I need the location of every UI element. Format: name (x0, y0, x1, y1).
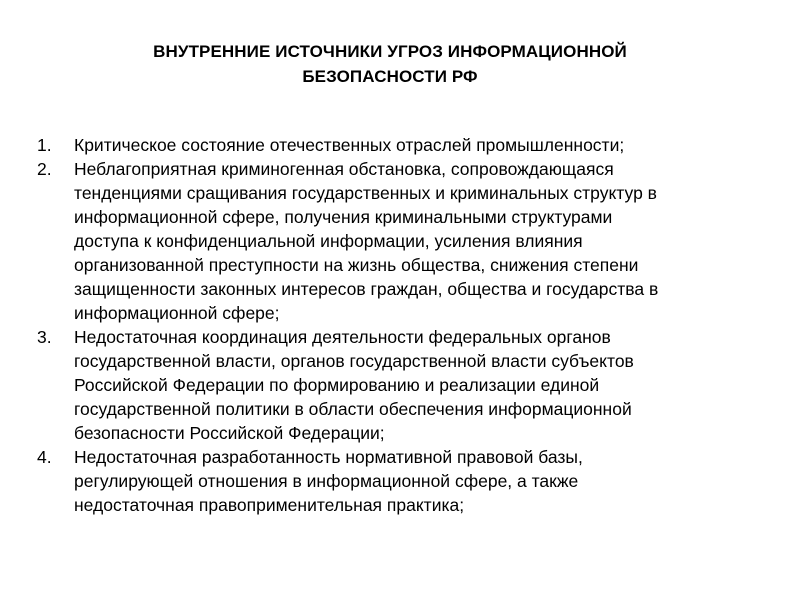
list-item-text: безопасности Российской Федерации; (74, 423, 385, 443)
list-item-number: 2. (37, 159, 52, 179)
threat-sources-list (37, 133, 757, 517)
list-item-text: защищенности законных интересов граждан, общества и государства в (74, 279, 659, 299)
list-item (37, 325, 757, 445)
title-line-1: ВНУТРЕННИЕ ИСТОЧНИКИ УГРОЗ ИНФОРМАЦИОННОЙ (153, 42, 627, 61)
list-item-text: Российской Федерации по формированию и реализации единой (74, 375, 600, 395)
list-item-number: 4. (37, 447, 52, 467)
list-item-text: государственной политики в области обеспечения информационной (74, 399, 632, 419)
list-item-text: доступа к конфиденциальной информации, усиления влияния (74, 231, 583, 251)
list-item (37, 133, 757, 157)
list-item-text: Неблагоприятная криминогенная обстановка, сопровождающаяся (74, 159, 614, 179)
list-item-text: организованной преступности на жизнь общества, снижения степени (74, 255, 639, 275)
list-item (37, 445, 757, 517)
list-item-text: недостаточная правоприменительная практика; (74, 495, 465, 515)
list-item-text: тенденциями сращивания государственных и криминальных структур в (74, 183, 657, 203)
title-line-2: БЕЗОПАСНОСТИ РФ (302, 67, 478, 86)
list-item-text: информационной сфере; (74, 303, 280, 323)
list-item-number: 1. (37, 135, 52, 155)
list-item-text: государственной власти, органов государственной власти субъектов (74, 351, 634, 371)
list-item-text: Недостаточная разработанность нормативной правовой базы, (74, 447, 583, 467)
list-item-text: информационной сфере, получения криминальными структурами (74, 207, 613, 227)
list-item-number: 3. (37, 327, 52, 347)
list-item-text: Критическое состояние отечественных отраслей промышленности; (74, 135, 625, 155)
list-item (37, 157, 757, 325)
list-item-text: регулирующей отношения в информационной сфере, а также (74, 471, 579, 491)
list-item-text: Недостаточная координация деятельности федеральных органов (74, 327, 611, 347)
slide-title (0, 39, 780, 89)
